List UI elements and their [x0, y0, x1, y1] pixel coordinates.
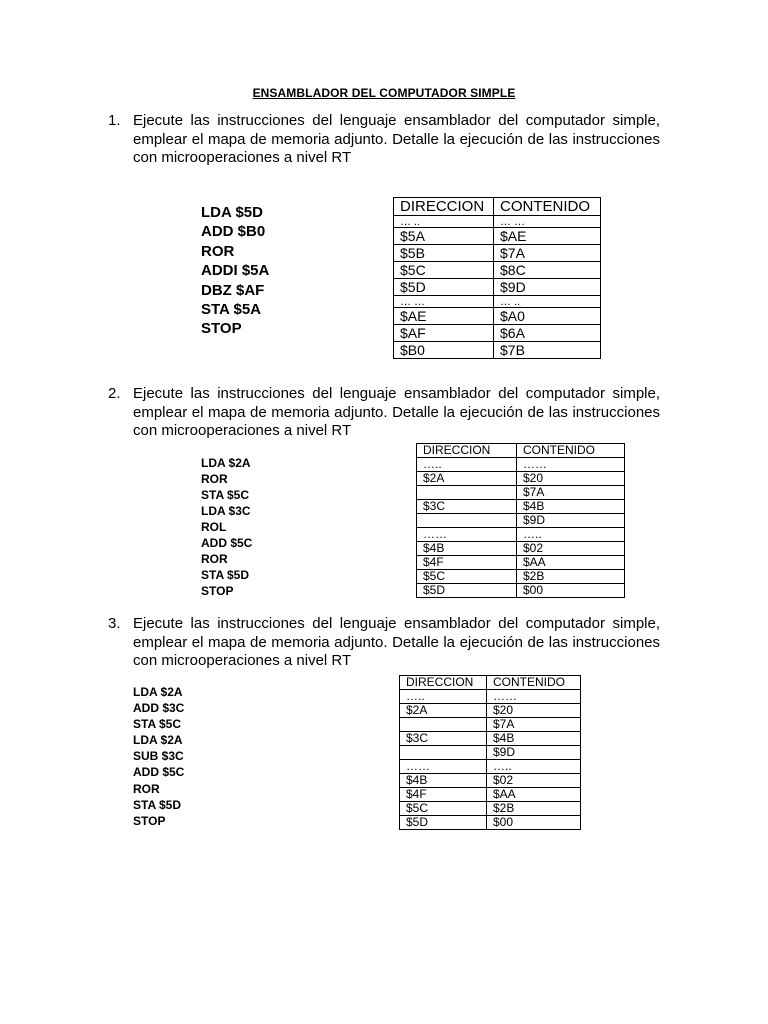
content-cell: $20 [517, 472, 625, 486]
content-cell: $2B [517, 570, 625, 584]
exercise-text: Ejecute las instrucciones del lenguaje ensamblador del computador simple, emplear el mapa de memoria adjunto. Detalle la ejecución de las instrucciones con microoperaciones a nivel RT [133, 112, 660, 166]
table-row [400, 788, 581, 802]
address-cell: $4F [400, 788, 487, 802]
table-row [417, 500, 625, 514]
table-row [394, 342, 601, 359]
instruction-line: ADD $B0 [201, 223, 266, 241]
instruction-line: STA $5A [201, 301, 262, 319]
content-cell: $9D [494, 279, 601, 296]
instruction-line: STOP [133, 813, 166, 828]
content-cell: $7A [487, 718, 581, 732]
memory-map-table-2 [416, 443, 625, 598]
header-contenido: CONTENIDO [517, 444, 625, 458]
table-row [400, 774, 581, 788]
table-row [400, 746, 581, 760]
instruction-line: LDA $2A [201, 456, 251, 470]
instruction-line: ROR [133, 781, 160, 796]
header-contenido: CONTENIDO [487, 676, 581, 690]
content-cell: $7A [517, 486, 625, 500]
address-cell: $4F [417, 556, 517, 570]
content-cell: $4B [487, 732, 581, 746]
content-cell: $A0 [494, 308, 601, 325]
instruction-line: STA $5C [133, 717, 182, 732]
table-row [417, 458, 625, 472]
address-cell: $4B [400, 774, 487, 788]
address-cell: $3C [417, 500, 517, 514]
address-cell: … … [394, 296, 494, 308]
instruction-line: STA $5D [201, 568, 250, 582]
table-row [417, 486, 625, 500]
table-row [400, 718, 581, 732]
table-row [394, 296, 601, 308]
address-cell: $5D [417, 584, 517, 598]
content-cell: …… [487, 690, 581, 704]
content-cell: $7B [494, 342, 601, 359]
address-cell: …… [400, 760, 487, 774]
content-cell: $AE [494, 228, 601, 245]
table-row [417, 514, 625, 528]
address-cell [417, 486, 517, 500]
content-cell: $20 [487, 704, 581, 718]
exercise-number: 2. [108, 385, 121, 402]
address-cell: $5A [394, 228, 494, 245]
exercise-text: Ejecute las instrucciones del lenguaje ensamblador del computador simple, emplear el mapa de memoria adjunto. Detalle la ejecución de las instrucciones con microoperaciones a nivel RT [133, 615, 660, 669]
table-row [417, 472, 625, 486]
header-contenido: CONTENIDO [494, 198, 601, 216]
address-cell: $4B [417, 542, 517, 556]
content-cell: $02 [487, 774, 581, 788]
table-row [417, 584, 625, 598]
instruction-list-1 [201, 203, 269, 339]
table-row [400, 690, 581, 704]
instruction-line: ROL [201, 520, 227, 534]
instruction-line: ADD $5C [201, 536, 253, 550]
address-cell: $2A [400, 704, 487, 718]
table-row [417, 556, 625, 570]
content-cell: $02 [517, 542, 625, 556]
address-cell [400, 718, 487, 732]
content-cell: $AA [487, 788, 581, 802]
content-cell: $2B [487, 802, 581, 816]
address-cell: $5B [394, 245, 494, 262]
content-cell: … … [494, 216, 601, 228]
instruction-line: LDA $5D [201, 204, 263, 221]
content-cell: $9D [517, 514, 625, 528]
exercise-text: Ejecute las instrucciones del lenguaje ensamblador del computador simple, emplear el mapa de memoria adjunto. Detalle la ejecución de las instrucciones con microoperaciones a nivel RT [133, 385, 660, 439]
instruction-line: STOP [201, 320, 242, 338]
table-header-row [417, 444, 625, 458]
table-row [394, 325, 601, 342]
table-row [417, 528, 625, 542]
header-direccion: DIRECCION [394, 198, 494, 216]
table-row [394, 245, 601, 262]
instruction-line: ADD $3C [133, 701, 185, 716]
address-cell: ….. [417, 458, 517, 472]
exercise-2 [108, 385, 660, 441]
instruction-line: STA $5D [133, 797, 182, 812]
address-cell: $AE [394, 308, 494, 325]
exercise-1 [108, 112, 660, 168]
header-direccion: DIRECCION [400, 676, 487, 690]
instruction-line: STOP [201, 584, 234, 598]
content-cell: $00 [487, 816, 581, 830]
address-cell: ….. [400, 690, 487, 704]
memory-map-table-1 [393, 197, 601, 359]
address-cell: $AF [394, 325, 494, 342]
table-row [400, 704, 581, 718]
exercise-number: 3. [108, 615, 121, 632]
content-cell: $4B [517, 500, 625, 514]
instruction-list-3 [133, 684, 184, 829]
content-cell: $9D [487, 746, 581, 760]
address-cell: $3C [400, 732, 487, 746]
content-cell: $6A [494, 325, 601, 342]
table-row [394, 216, 601, 228]
instruction-line: ROR [201, 552, 228, 566]
table-row [394, 308, 601, 325]
table-header-row [400, 676, 581, 690]
instruction-line: ADD $5C [133, 765, 185, 780]
instruction-line: ROR [201, 242, 235, 260]
instruction-line: ROR [201, 472, 228, 486]
table-row [394, 279, 601, 296]
instruction-line: ADDI $5A [201, 262, 270, 280]
address-cell: $5C [400, 802, 487, 816]
table-row [400, 732, 581, 746]
header-direccion: DIRECCION [417, 444, 517, 458]
address-cell: $2A [417, 472, 517, 486]
exercise-3 [108, 615, 660, 671]
address-cell: $5C [417, 570, 517, 584]
instruction-line: DBZ $AF [201, 281, 265, 299]
memory-map-table-3 [399, 675, 581, 830]
address-cell: $5D [394, 279, 494, 296]
table-row [394, 228, 601, 245]
table-row [400, 816, 581, 830]
instruction-line: SUB $3C [133, 749, 184, 764]
address-cell: $B0 [394, 342, 494, 359]
content-cell: ….. [487, 760, 581, 774]
table-header-row [394, 198, 601, 216]
exercise-number: 1. [108, 112, 121, 129]
address-cell: $5D [400, 816, 487, 830]
content-cell: $8C [494, 262, 601, 279]
content-cell: … .. [494, 296, 601, 308]
instruction-list-2 [201, 455, 252, 599]
address-cell: …… [417, 528, 517, 542]
table-row [417, 542, 625, 556]
content-cell: $AA [517, 556, 625, 570]
table-row [417, 570, 625, 584]
table-row [400, 760, 581, 774]
address-cell: … .. [394, 216, 494, 228]
content-cell: …… [517, 458, 625, 472]
instruction-line: LDA $3C [201, 504, 251, 518]
document-title: ENSAMBLADOR DEL COMPUTADOR SIMPLE [252, 86, 516, 100]
instruction-line: LDA $2A [133, 685, 183, 699]
content-cell: $00 [517, 584, 625, 598]
address-cell [400, 746, 487, 760]
table-row [400, 802, 581, 816]
instruction-line: STA $5C [201, 488, 250, 502]
address-cell: $5C [394, 262, 494, 279]
content-cell: ….. [517, 528, 625, 542]
instruction-line: LDA $2A [133, 733, 183, 748]
table-row [394, 262, 601, 279]
content-cell: $7A [494, 245, 601, 262]
address-cell [417, 514, 517, 528]
